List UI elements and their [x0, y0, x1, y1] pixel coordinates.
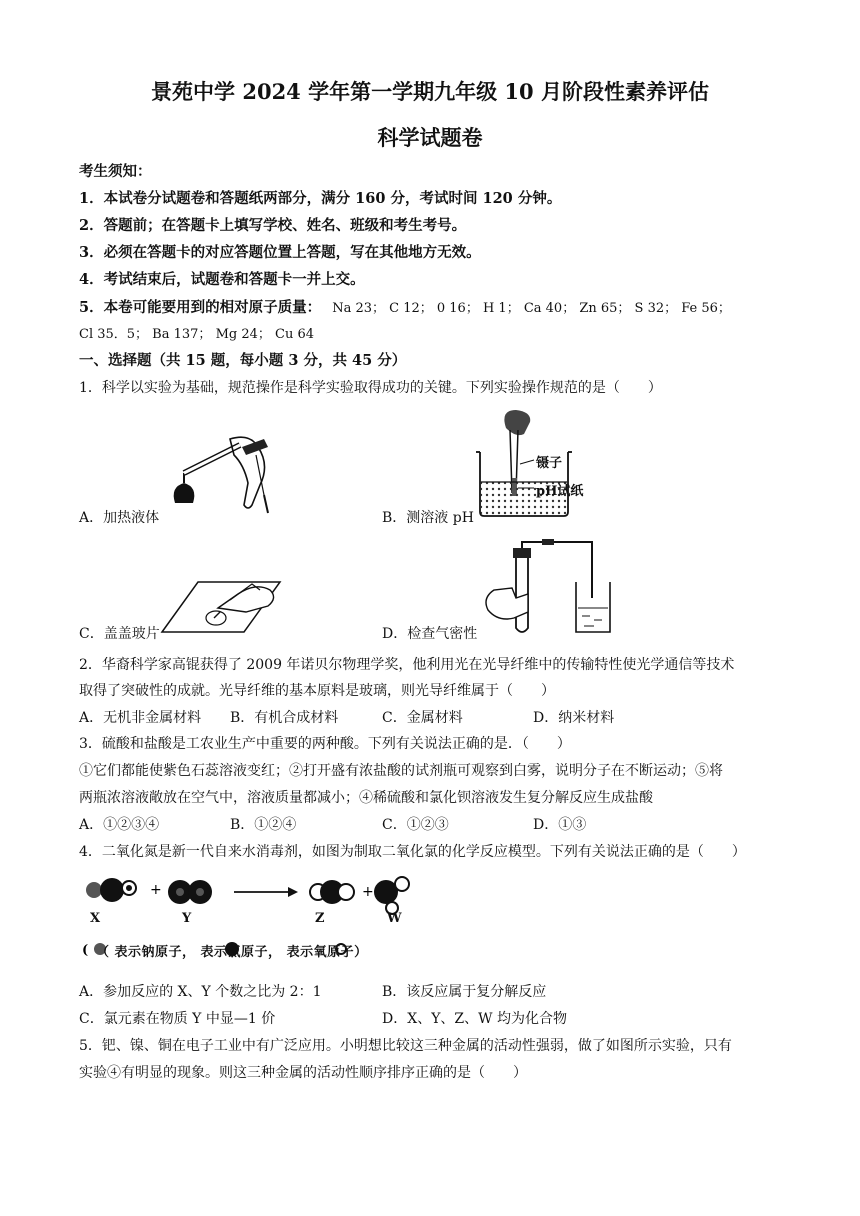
- molecule-x-label: X: [90, 911, 101, 926]
- molecule-y-label: Y: [182, 911, 192, 926]
- ph-paper-label: pH试纸: [536, 484, 584, 499]
- question-3-option-b: B．①②④: [230, 817, 297, 833]
- question-1-option-a: A．加热液体: [79, 510, 160, 526]
- page-title: 景苑中学 2024 学年第一学期九年级 10 月阶段性素养评估: [151, 79, 709, 104]
- question-1-option-c: C．盖盖玻片: [79, 626, 160, 642]
- question-4-option-d: D．X、Y、Z、W 均为化合物: [382, 1011, 568, 1027]
- question-3-option-a: A．①②③④: [79, 817, 160, 833]
- reaction-legend: （ 表示钠原子， 表示氯原子， 表示氧原子）: [96, 945, 368, 960]
- question-5-stem-cont: 实验④有明显的现象。则这三种金属的活动性顺序排序正确的是（ ）: [79, 1065, 527, 1081]
- tweezers-label: 镊子: [536, 456, 563, 471]
- question-3-statements-cont: 两瓶浓溶液敞放在空气中，溶液质量都减小；④稀硫酸和氯化钡溶液发生复分解反应生成盐酸: [79, 790, 653, 806]
- cover-slip-figure: [160, 572, 282, 638]
- question-3-option-c: C．①②③: [382, 817, 449, 833]
- question-1-option-b: B．测溶液 pH: [382, 510, 474, 526]
- airtightness-check-figure: [480, 538, 620, 638]
- question-2-option-d: D．纳米材料: [533, 710, 615, 726]
- question-4-option-c: C．氯元素在物质 Y 中显—1 价: [79, 1011, 276, 1027]
- atomic-mass-values: Na 23； C 12； 0 16； H 1； Ca 40； Zn 65； S 32； Fe 56；: [332, 301, 731, 316]
- svg-text:+: +: [362, 884, 374, 900]
- question-5-stem: 5．钯、镍、铜在电子工业中有广泛应用。小明想比较这三种金属的活动性强弱，做了如图所示实验，只有: [79, 1038, 732, 1054]
- question-1-option-d: D．检查气密性: [382, 626, 478, 642]
- question-2-option-a: A．无机非金属材料: [79, 710, 202, 726]
- atomic-mass-label: 5．本卷可能要用到的相对原子质量：: [79, 299, 322, 316]
- question-4-option-a: A．参加反应的 X、Y 个数之比为 2：1: [79, 984, 322, 1000]
- question-4-stem: 4．二氧化氮是新一代自来水消毒剂，如图为制取二氧化氯的化学反应模型。下列有关说法正确的是（ ）: [79, 844, 746, 860]
- molecule-w-label: W: [387, 911, 402, 926]
- question-2-option-c: C．金属材料: [382, 710, 463, 726]
- instruction-item-atomic-mass: [79, 296, 731, 317]
- page-subtitle: 科学试题卷: [377, 125, 483, 150]
- question-4-option-b: B．该反应属于复分解反应: [382, 984, 547, 1000]
- atomic-mass-values-cont: Cl 35．5； Ba 137； Mg 24； Cu 64: [79, 327, 314, 342]
- svg-text:+: +: [150, 882, 162, 898]
- question-3-statements: ①它们都能使紫色石蕊溶液变红；②打开盛有浓盐酸的试剂瓶可观察到白雾，说明分子在不断运动；⑤将: [79, 763, 723, 779]
- molecule-z-label: Z: [315, 911, 325, 926]
- instructions-heading: 考生须知：: [79, 163, 152, 180]
- svg-text:(: (: [82, 943, 89, 958]
- instruction-item: 2．答题前；在答题卡上填写学校、姓名、班级和考生考号。: [79, 217, 467, 234]
- instruction-item: 3．必须在答题卡的对应答题位置上答题，写在其他地方无效。: [79, 244, 481, 261]
- question-3-option-d: D．①③: [533, 817, 587, 833]
- heating-liquid-figure: [160, 425, 280, 520]
- question-3-stem: 3．硫酸和盐酸是工农业生产中重要的两种酸。下列有关说法正确的是．（ ）: [79, 736, 571, 752]
- question-2-stem-cont: 取得了突破性的成就。光导纤维的基本原料是玻璃，则光导纤维属于（ ）: [79, 683, 555, 699]
- question-1-stem: 1．科学以实验为基础，规范操作是科学实验取得成功的关键。下列实验操作规范的是（ ）: [79, 380, 662, 396]
- section-heading: 一、选择题（共 15 题，每小题 3 分，共 45 分）: [79, 352, 407, 369]
- instruction-item: 4．考试结束后，试题卷和答题卡一并上交。: [79, 271, 365, 288]
- question-2-stem: 2．华裔科学家高锟获得了 2009 年诺贝尔物理学奖，他利用光在光导纤维中的传输特性使光学通信等技术: [79, 657, 735, 673]
- question-2-option-b: B．有机合成材料: [230, 710, 339, 726]
- instruction-item: 1．本试卷分试题卷和答题纸两部分，满分 160 分，考试时间 120 分钟。: [79, 190, 562, 207]
